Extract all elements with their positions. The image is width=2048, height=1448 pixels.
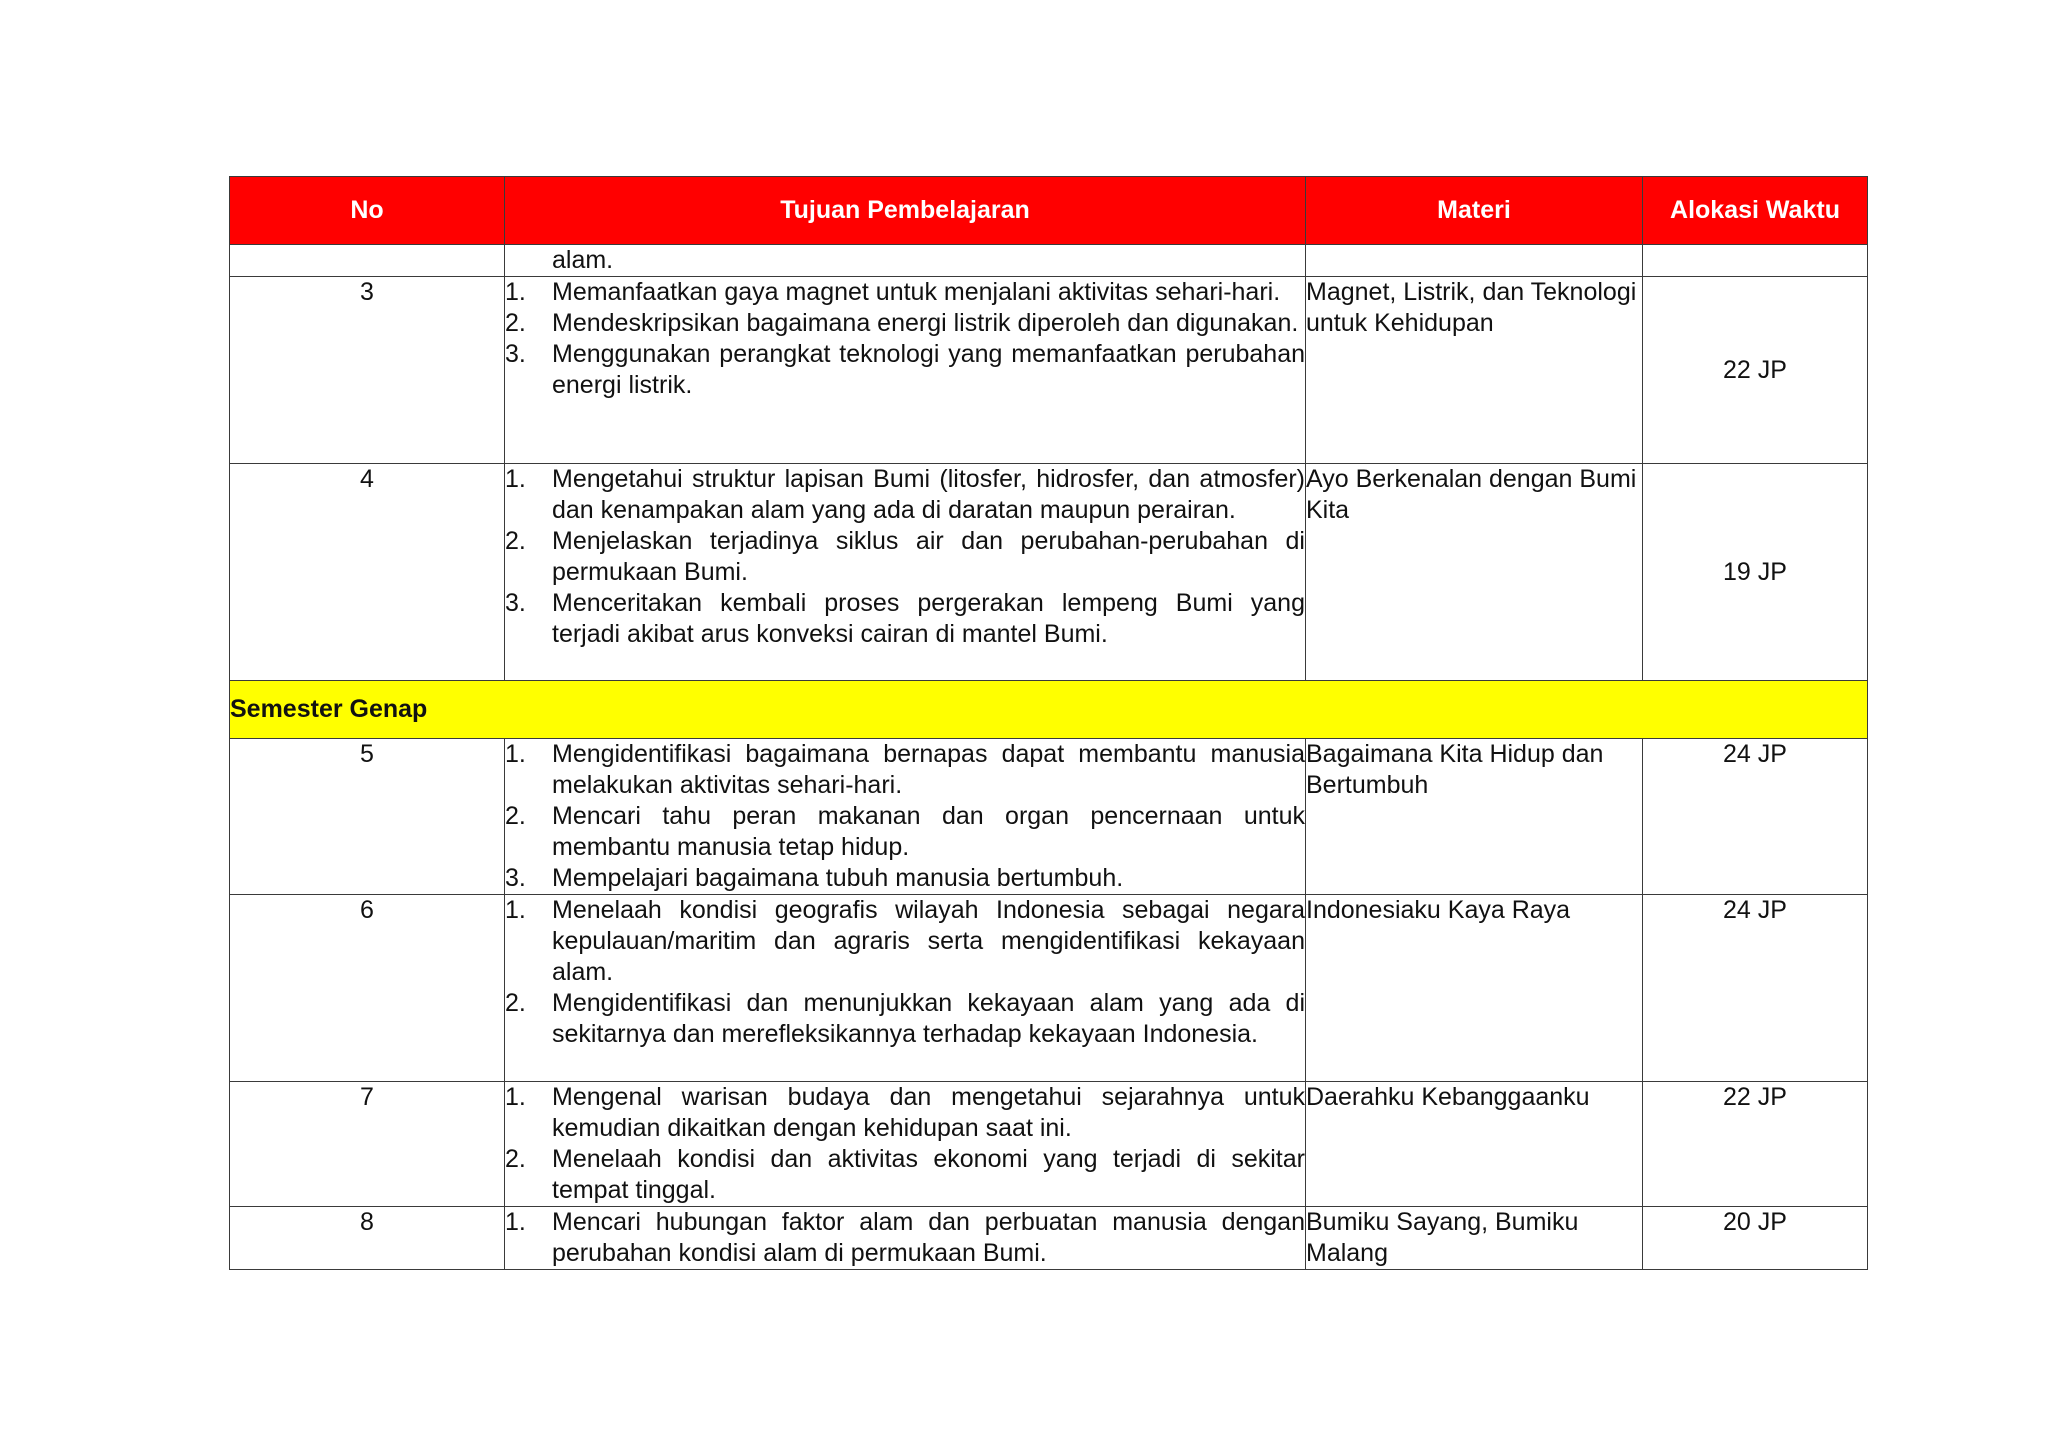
- goal-item: 2. Mencari tahu peran makanan dan organ pencernaan untuk membantu manusia tetap hidup.: [505, 802, 1305, 861]
- row-alokasi: 19 JP: [1643, 464, 1868, 681]
- row-number: 7: [230, 1082, 505, 1207]
- row-number: 8: [230, 1207, 505, 1270]
- row-goals: [505, 1207, 1306, 1270]
- table-row: [230, 739, 1868, 895]
- goal-item: 2. Mendeskripsikan bagaimana energi listrik diperoleh dan digunakan.: [505, 309, 1299, 337]
- table-row-continuation: [230, 245, 1868, 277]
- row-alokasi: 20 JP: [1643, 1207, 1868, 1270]
- row-materi: Bumiku Sayang, Bumiku Malang: [1306, 1207, 1643, 1270]
- header-materi: Materi: [1306, 177, 1643, 245]
- header-no: No: [230, 177, 505, 245]
- header-tujuan: Tujuan Pembelajaran: [505, 177, 1306, 245]
- goal-item: 3. Menggunakan perangkat teknologi yang memanfaatkan perubahan energi listrik.: [505, 340, 1305, 399]
- goal-item: 1. Mengetahui struktur lapisan Bumi (litosfer, hidrosfer, dan atmosfer) dan kenampakan alam yang ada di daratan maupun perairan.: [505, 465, 1305, 524]
- row-alokasi: 22 JP: [1643, 1082, 1868, 1207]
- row-goals: [505, 277, 1306, 464]
- header-alokasi: Alokasi Waktu: [1643, 177, 1868, 245]
- table-row: [230, 1082, 1868, 1207]
- goal-item: 2. Menelaah kondisi dan aktivitas ekonomi yang terjadi di sekitar tempat tinggal.: [505, 1145, 1305, 1204]
- continuation-text: alam.: [552, 246, 614, 274]
- row-alokasi: 22 JP: [1643, 277, 1868, 464]
- table-row: [230, 277, 1868, 464]
- goal-item: 1. Mengenal warisan budaya dan mengetahui sejarahnya untuk kemudian dikaitkan dengan kehidupan saat ini.: [505, 1083, 1305, 1142]
- row-materi: Daerahku Kebanggaanku: [1306, 1082, 1643, 1207]
- row-materi: Ayo Berkenalan dengan Bumi Kita: [1306, 464, 1643, 681]
- goal-item: 1. Mengidentifikasi bagaimana bernapas dapat membantu manusia melakukan aktivitas sehari-hari.: [505, 740, 1305, 799]
- goal-item: 1. Menelaah kondisi geografis wilayah Indonesia sebagai negara kepulauan/maritim dan agraris serta mengidentifikasi kekayaan alam.: [505, 896, 1305, 986]
- row-alokasi: 24 JP: [1643, 739, 1868, 895]
- learning-plan-table: [229, 176, 1868, 1270]
- row-materi: Bagaimana Kita Hidup dan Bertumbuh: [1306, 739, 1643, 895]
- table-row: [230, 1207, 1868, 1270]
- goal-item: 2. Mengidentifikasi dan menunjukkan kekayaan alam yang ada di sekitarnya dan merefleksikannya terhadap kekayaan Indonesia.: [505, 989, 1305, 1048]
- semester-row: [230, 681, 1868, 739]
- goal-item: 2. Menjelaskan terjadinya siklus air dan perubahan-perubahan di permukaan Bumi.: [505, 527, 1305, 586]
- table-header-row: [230, 177, 1868, 245]
- goal-item: 1. Mencari hubungan faktor alam dan perbuatan manusia dengan perubahan kondisi alam di permukaan Bumi.: [505, 1208, 1305, 1267]
- row-goals: [505, 895, 1306, 1082]
- goal-item: 3. Mempelajari bagaimana tubuh manusia bertumbuh.: [505, 864, 1124, 892]
- row-materi: Indonesiaku Kaya Raya: [1306, 895, 1643, 1082]
- row-goals: [505, 464, 1306, 681]
- row-goals: [505, 1082, 1306, 1207]
- goal-item: 1. Memanfaatkan gaya magnet untuk menjalani aktivitas sehari-hari.: [505, 278, 1281, 306]
- row-number: 5: [230, 739, 505, 895]
- table-row: [230, 895, 1868, 1082]
- goal-item: 3. Menceritakan kembali proses pergerakan lempeng Bumi yang terjadi akibat arus konveksi cairan di mantel Bumi.: [505, 589, 1305, 648]
- row-number: 6: [230, 895, 505, 1082]
- semester-label: Semester Genap: [230, 681, 1868, 739]
- row-goals: [505, 739, 1306, 895]
- table-row: [230, 464, 1868, 681]
- row-number: 3: [230, 277, 505, 464]
- row-alokasi: 24 JP: [1643, 895, 1868, 1082]
- row-number: 4: [230, 464, 505, 681]
- row-materi: Magnet, Listrik, dan Teknologi untuk Kehidupan: [1306, 277, 1643, 464]
